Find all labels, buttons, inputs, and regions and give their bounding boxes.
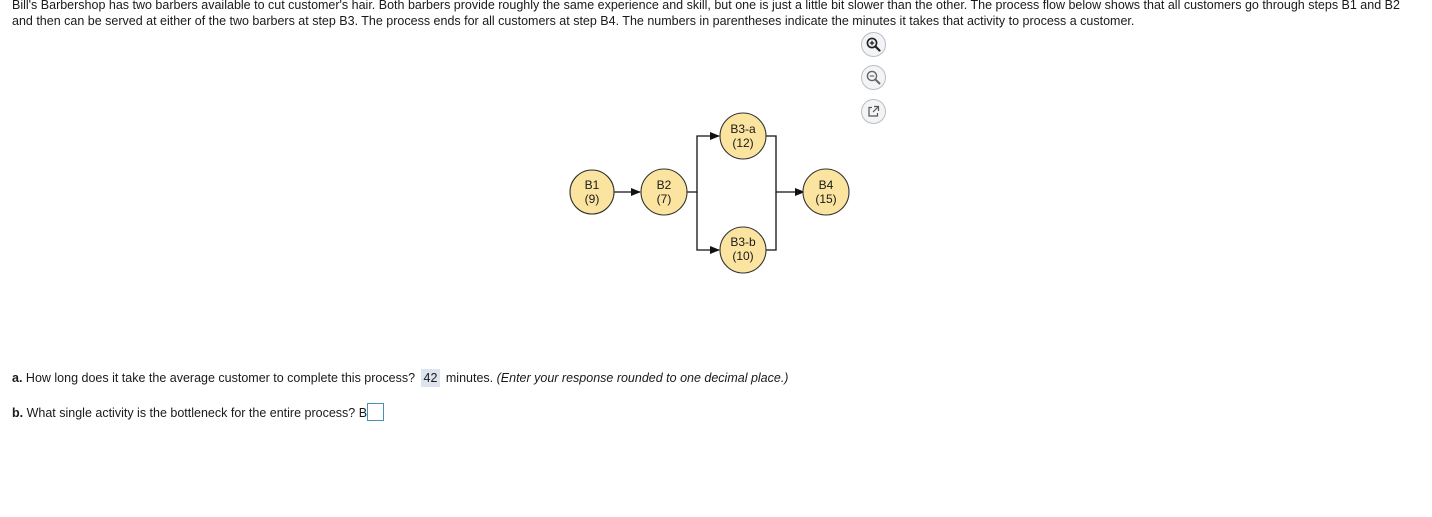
arrow-b2-b3b bbox=[697, 192, 719, 250]
node-b4 bbox=[803, 169, 849, 215]
node-b4-time: (15) bbox=[815, 192, 837, 206]
question-b-label: b. bbox=[12, 406, 24, 420]
node-b3b-time: (10) bbox=[732, 249, 754, 263]
arrow-b3b-b4 bbox=[765, 192, 776, 250]
arrow-b2-b3a bbox=[687, 136, 719, 192]
node-b3b-name: B3-b bbox=[730, 235, 756, 249]
question-b-text: What single activity is the bottleneck for the entire process? bbox=[26, 406, 356, 420]
node-b3a-name: B3-a bbox=[730, 122, 756, 136]
question-a-hint: (Enter your response rounded to one decimal place.) bbox=[496, 371, 789, 385]
node-b3a bbox=[720, 113, 766, 159]
node-b2 bbox=[641, 169, 687, 215]
question-b bbox=[12, 404, 384, 422]
arrow-b3a-b4 bbox=[765, 136, 804, 192]
question-b-prefix: B bbox=[358, 406, 368, 420]
node-b2-name: B2 bbox=[656, 178, 672, 192]
node-b1 bbox=[570, 170, 614, 214]
node-b2-time: (7) bbox=[656, 192, 672, 206]
question-a-text: How long does it take the average customer to complete this process? bbox=[25, 371, 416, 385]
problem-statement: Bill's Barbershop has two barbers available to cut customer's hair. Both barbers provide roughly the same experience and skill, but one is just a little bit slower than the other. The process flow below shows that all customers go through steps B1 and B2 and then can be served at either of the two barbers at step B3. The process ends for all customers at step B4. The numbers in parentheses indicate the minutes it takes that activity to process a customer. bbox=[12, 0, 1400, 28]
node-b3a-time: (12) bbox=[732, 136, 754, 150]
bottleneck-answer-input[interactable] bbox=[367, 403, 384, 421]
question-a-answer[interactable]: 42 bbox=[421, 369, 441, 387]
question-a-label: a. bbox=[12, 371, 23, 385]
node-b1-name: B1 bbox=[584, 178, 600, 192]
node-b1-time: (9) bbox=[584, 192, 600, 206]
question-a-unit: minutes. bbox=[445, 371, 494, 385]
node-b4-name: B4 bbox=[818, 178, 834, 192]
question-a bbox=[12, 369, 788, 387]
node-b3b bbox=[720, 227, 766, 273]
